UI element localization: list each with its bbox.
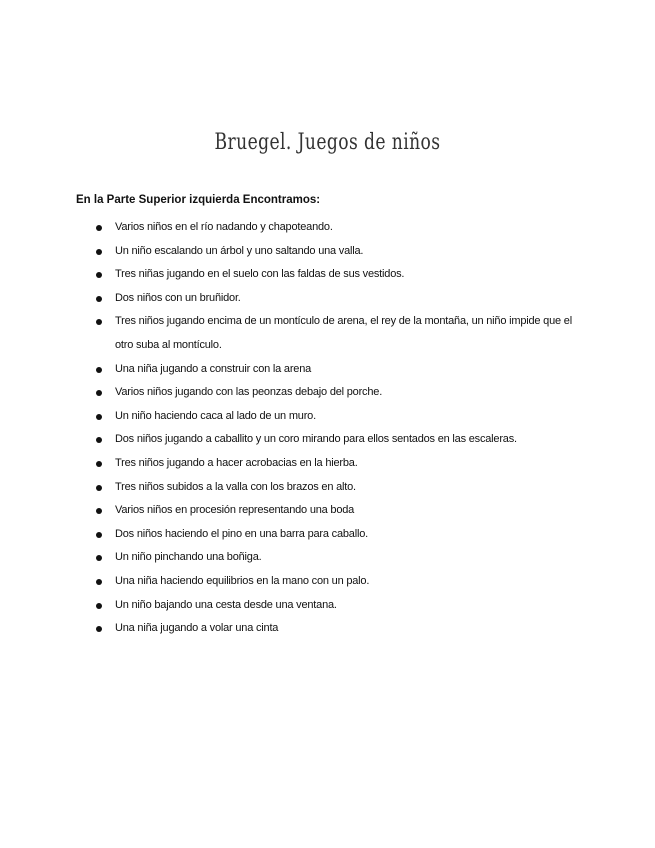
- bullet-icon: [96, 390, 102, 396]
- list-item-text: Tres niños jugando a hacer acrobacias en la hierba.: [115, 456, 358, 469]
- bullet-list: [92, 216, 572, 641]
- bullet-icon: [96, 272, 102, 278]
- list-item: [92, 240, 572, 264]
- list-item: [92, 570, 572, 594]
- list-item: [92, 263, 572, 287]
- bullet-icon: [96, 414, 102, 420]
- bullet-icon: [96, 508, 102, 514]
- document-title: Bruegel. Juegos de niños: [214, 130, 441, 155]
- bullet-icon: [96, 485, 102, 491]
- list-item: [92, 310, 572, 357]
- list-item-text: Tres niñas jugando en el suelo con las faldas de sus vestidos.: [115, 268, 405, 281]
- section-heading: En la Parte Superior izquierda Encontramos:: [76, 194, 321, 206]
- list-item: [92, 358, 572, 382]
- bullet-icon: [96, 626, 102, 632]
- bullet-icon: [96, 603, 102, 609]
- list-item-text: Un niño escalando un árbol y uno saltando una valla.: [115, 244, 364, 257]
- list-item-text: Dos niños haciendo el pino en una barra para caballo.: [115, 527, 368, 540]
- list-item: [92, 428, 572, 452]
- bullet-icon: [96, 579, 102, 585]
- bullet-icon: [96, 296, 102, 302]
- bullet-icon: [96, 249, 102, 255]
- list-item-text: Varios niños jugando con las peonzas debajo del porche.: [115, 386, 383, 399]
- list-item: [92, 405, 572, 429]
- list-item: [92, 287, 572, 311]
- list-item-text: Varios niños en el río nadando y chapoteando.: [115, 221, 333, 233]
- bullet-icon: [96, 532, 102, 538]
- list-item-text: Dos niños jugando a caballito y un coro mirando para ellos sentados en las escaleras.: [115, 433, 517, 446]
- list-item-text: Tres niños subidos a la valla con los brazos en alto.: [115, 480, 356, 493]
- list-item: [92, 546, 572, 570]
- list-item: [92, 499, 572, 523]
- list-item: [92, 476, 572, 500]
- list-item-text: Una niña haciendo equilibrios en la mano con un palo.: [115, 574, 370, 587]
- list-item-text: Tres niños jugando encima de un montículo de arena, el rey de la montaña, un niño impide que el otro suba al montículo.: [115, 315, 572, 351]
- list-item: [92, 617, 572, 641]
- list-item: [92, 594, 572, 618]
- bullet-icon: [96, 367, 102, 373]
- list-item-text: Un niño bajando una cesta desde una ventana.: [115, 598, 337, 611]
- list-item-text: Varios niños en procesión representando una boda: [115, 504, 355, 517]
- list-item-text: Un niño haciendo caca al lado de un muro.: [115, 409, 316, 422]
- list-item: [92, 452, 572, 476]
- list-item-text: Una niña jugando a volar una cinta: [115, 622, 279, 635]
- list-item: [92, 523, 572, 547]
- list-item-text: Un niño pinchando una boñiga.: [115, 551, 262, 564]
- list-item: [92, 216, 572, 240]
- list-item-text: Una niña jugando a construir con la arena: [115, 362, 312, 375]
- bullet-icon: [96, 225, 102, 231]
- bullet-icon: [96, 319, 102, 325]
- bullet-icon: [96, 555, 102, 561]
- bullet-icon: [96, 461, 102, 467]
- bullet-icon: [96, 437, 102, 443]
- list-item-text: Dos niños con un bruñidor.: [115, 291, 241, 304]
- list-item: [92, 381, 572, 405]
